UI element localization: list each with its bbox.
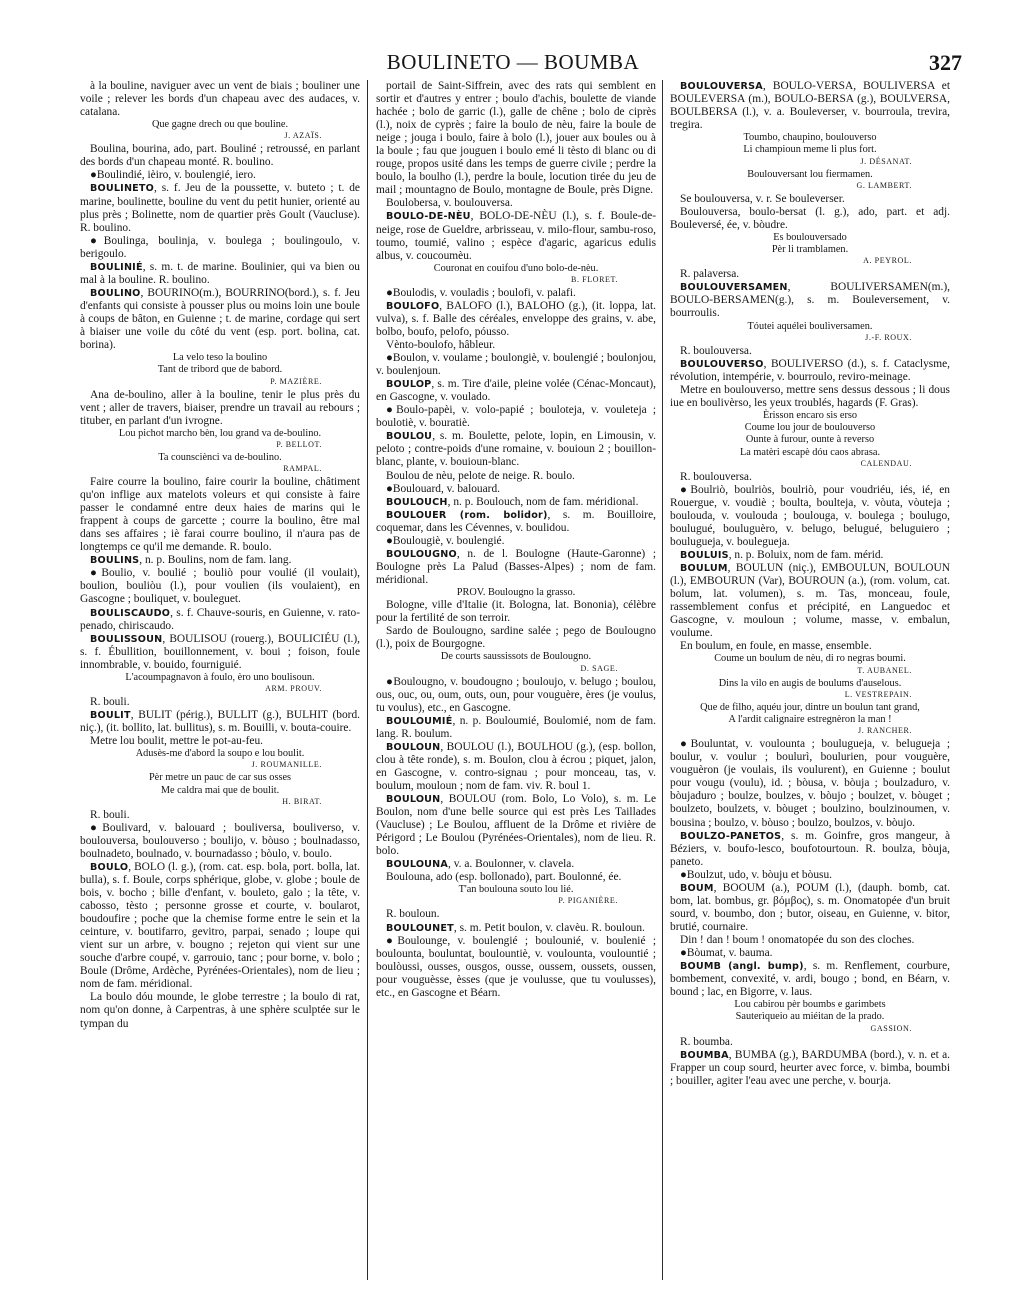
dictionary-entry: BOULOUN, BOULOU (rom. Bolo, Lo Volo), s. m. Le Boulon, nom d'une belle source qui est près Les Taillades (Vaucluse) ; Le Boulou, affluent de la Drôme et rivière de Périgord ; Le Boulou (Pyrénées-Orientales), nom de lieu. R. bolo. xyxy=(376,792,656,858)
quote-author: H. BIRAT. xyxy=(282,796,322,806)
dictionary-entry: à la bouline, naviguer avec un vent de biais ; bouliner une voile ; relever les bords d'un chapeau avec des audaces, v. catalana. xyxy=(80,80,360,119)
dictionary-entry: ●Boulivard, v. balouard ; bouliversa, bouliverso, v. boulouversa, boulouverso ; boulijo, v. bòuso ; boulnadasso, boulnadeto, boulnado, v. bournadasso ; bòulo, v. boulo. xyxy=(80,821,360,860)
quote-author: J. AZAÏS. xyxy=(284,131,322,141)
verse-quote xyxy=(80,452,360,464)
headword: BOULOFO xyxy=(386,300,440,312)
dictionary-entry: Ana de-boulino, aller à la bouline, tenir le plus près du vent ; aller de travers, biaiser, prendre un travail au rebours ; tituber, en parlant d'un ivrogne. xyxy=(80,388,360,427)
headword: BOULOUER (rom. bolidor) xyxy=(386,509,548,521)
quote-author: CALENDAU. xyxy=(860,458,912,468)
dictionary-entry: R. boulouversa. xyxy=(680,470,752,483)
running-title: BOULINETO — BOUMBA xyxy=(386,50,640,74)
verse-quote xyxy=(670,653,950,665)
dictionary-entry: BOULOUNA, v. a. Boulonner, v. clavela. xyxy=(386,858,575,871)
column-left xyxy=(80,80,360,1295)
verse-line: Èrisson encaro sis erso xyxy=(762,409,858,421)
verse-line: Ta counsciènci va de-boulino. xyxy=(158,451,282,463)
verse-line: Sauterìqueio au miéitan de la prado. xyxy=(735,1011,885,1023)
headword: BOULOUCH xyxy=(386,496,448,508)
dictionary-entry: BOULIT, BULIT (périg.), BULLIT (g.), BULHIT (bord. niç.), (it. bollito, lat. bullitus), s. m. Bouilli, v. bouta-couire. xyxy=(80,709,360,735)
headword: BOULZO-PANETOS xyxy=(680,830,782,842)
dictionary-entry: BOULISSOUN, BOULISOU (rouerg.), BOULICIÉU (l.), s. f. Ébullition, bouillonnement, v. boui ; foison, foule innombrable, v. bouido, fourniguié. xyxy=(80,632,360,671)
verse-line: A l'ardit calignaire estregnèron la man ! xyxy=(728,714,892,726)
headword: BOULOUGNO xyxy=(386,548,457,560)
verse-line: Dins la vilo en augis de boulums d'auselous. xyxy=(718,677,902,689)
dictionary-entry: Boulobersa, v. boulouversa. xyxy=(386,197,513,210)
verse-quote xyxy=(670,999,950,1023)
dictionary-entry: Boulou de nèu, pelote de neige. R. boulo. xyxy=(386,469,575,482)
verse-line: Couronat en couifou d'uno bolo-de-nèu. xyxy=(433,262,599,274)
verse-line: Adusès-me d'abord la soupo e lou boulit. xyxy=(135,748,305,760)
dictionary-entry: BOULOU, s. m. Boulette, pelote, lopin, en Limousin, v. peloto ; contre-poids d'une romaine, v. bouioun 2 ; bouillon-blanc, plante, v. bouioun-blanc. xyxy=(376,430,656,469)
dictionary-entry: R. palaversa. xyxy=(680,268,740,281)
headword: BOUMB (angl. bump) xyxy=(680,961,804,973)
quote-author: J. ROUMANILLE. xyxy=(251,760,322,770)
dictionary-entry: BOULOUMIÉ, n. p. Bouloumié, Boulomié, nom de fam. lang. R. boulum. xyxy=(376,714,656,740)
column-divider-left xyxy=(367,80,368,1280)
verse-line: Pèr metre un pauc de car sus osses xyxy=(148,772,292,784)
dictionary-entry: ●Boulindié, ièiro, v. boulengié, iero. xyxy=(90,169,256,182)
quote-author: RAMPAL. xyxy=(283,464,322,474)
verse-quote xyxy=(80,672,360,684)
verse-line: La matèri escapè dóu caos abrasa. xyxy=(739,446,881,458)
headword: BOULO xyxy=(90,861,129,873)
headword: BOULINS xyxy=(90,555,140,567)
dictionary-entry: ●Boulzut, udo, v. bòuju et bòusu. xyxy=(680,868,832,881)
dictionary-entry: R. boulouversa. xyxy=(680,344,752,357)
verse-quote xyxy=(670,702,950,726)
dictionary-entry: Vènto-boulofo, hâbleur. xyxy=(386,339,496,352)
verse-line: L'acoumpagnavon à foulo, èro uno boulisoun. xyxy=(125,671,315,683)
dictionary-entry: ●Boulougno, v. boudougno ; bouloujo, v. belugo ; boulou, ous, ouc, ou, oum, outs, oun, pour vouguère, ères (je voulus, tu voulus), etc., en Gascogne. xyxy=(376,675,656,714)
dictionary-entry: Metre en boulouverso, mettre sens dessus dessous ; li dous iue en boulivèrso, les yeux troublés, hagards (F. Gras). xyxy=(670,383,950,409)
dictionary-entry: Boulouna, ado (esp. bollonado), part. Boulonné, ée. xyxy=(386,871,622,884)
dictionary-entry: BOULO, BOLO (l. g.), (rom. cat. esp. bola, port. bolla, lat. bulla), s. f. Boule, corps sphérique, globe, v. globe ; boule de bois, v. bocho ; bille d'enfant, v. bouleto, galo ; la tête, v. cabosso, tèsto ; personne grosse et courte, v. boularot, boudoufire ; poche que la chemise forme entre le sein et la ceinture, v. boutifarro, gevitro, parpai, senado ; loupe qui vient sur un arbre, v. bougno ; rejeton qui vient sur une souche d'arbre coupé, v. garrouio, tanc ; pour borne, v. bolo ; Boule (Drôme, Ardèche, Pyrénées-Orientales), nom de lieu ; nom de fam. méridional. xyxy=(80,860,360,991)
verse-line: La velo teso la boulino xyxy=(172,352,268,364)
dictionary-entry: BOULINIÉ, s. m. t. de marine. Boulinier, qui va bien ou mal à la bouline. R. boulino. xyxy=(80,260,360,286)
dictionary-entry: BOULOUER (rom. bolidor), s. m. Bouilloire, coquemar, dans les Cévennes, v. boulidou. xyxy=(376,508,656,534)
quote-author: A. PEYROL. xyxy=(863,256,912,266)
headword: BOULOUN xyxy=(386,741,441,753)
dictionary-entry: BOULOFO, BALOFO (l.), BALOHO (g.), (it. loppa, lat. vulva), s. f. Balle des céréales, enveloppe des grains, v. abe, bolbo, boufo, pelofo, póusso. xyxy=(376,299,656,338)
verse-quote xyxy=(670,232,950,256)
headword: BOULOU xyxy=(386,431,433,443)
verse-line: Ounte à furour, ounte à reverso xyxy=(745,434,875,446)
dictionary-entry: BOUMB (angl. bump), s. m. Renflement, courbure, bombement, convexité, v. ardi, bougo ; bond, en Béarn, v. bound ; lac, en Bigorre, v. laus. xyxy=(670,960,950,999)
headword: BOULOUVERSA xyxy=(680,81,763,92)
verse-quote xyxy=(376,651,656,663)
dictionary-entry: BOUMBA, BUMBA (g.), BARDUMBA (bord.), v. n. et a. Frapper un coup sourd, heurter avec force, v. bimba, boumbi ; bouiller, agiter l'eau avec une perche, v. bourja. xyxy=(670,1048,950,1087)
column-middle xyxy=(376,80,656,1295)
dictionary-entry: ●Boulon, v. voulame ; boulongiè, v. boulengié ; boulonjou, v. boulenjoun. xyxy=(376,352,656,378)
dictionary-entry: BOULOUNET, s. m. Petit boulon, v. clavèu. R. bouloun. xyxy=(386,921,645,934)
dictionary-entry: ●Boulio, v. boulié ; bouliò pour voulié (il voulait), boulion, bouliòu (l.), pour voulien (ils voulaient), en Gascogne ; bouliquet, v. bouleguet. xyxy=(80,567,360,606)
page-header xyxy=(80,48,962,76)
quote-author: B. FLORET. xyxy=(571,274,618,284)
quote-author: T. AUBANEL. xyxy=(857,665,912,675)
verse-line: Que gagne drech ou que bouline. xyxy=(151,119,289,131)
dictionary-entry: BOULOUCH, n. p. Boulouch, nom de fam. méridional. xyxy=(386,495,639,508)
headword: BOULINIÉ xyxy=(90,261,143,273)
verse-line: PROV. Boulougno la grasso. xyxy=(456,586,576,598)
dictionary-entry: ●Boulodis, v. vouladis ; boulofi, v. palafi. xyxy=(386,286,576,299)
dictionary-entry: BOULO-DE-NÈU, BOLO-DE-NÈU (l.), s. f. Boule-de-neige, rose de Gueldre, arbrisseau, v. milo-flour, sambu-roso, toumo, toumié, valino ; espèce d'agaric, agaricus edulis albus, v. coucoumèu. xyxy=(376,210,656,262)
headword: BOULOUN xyxy=(386,793,441,805)
verse-line: T'an boulouna souto lou lié. xyxy=(458,884,574,896)
verse-line: Tant de tribord que de babord. xyxy=(157,364,283,376)
quote-author: L. VESTREPAIN. xyxy=(844,689,912,699)
verse-line: Lou pichot marcho bèn, lou grand va de-boulino. xyxy=(118,427,322,439)
dictionary-entry: BOULINETO, s. f. Jeu de la poussette, v. buteto ; t. de marine, boulinette, bouline du vent du petit hunier, orienté au plus près ; Bolinette, nom de quartier près Goult (Vaucluse). R. boulino. xyxy=(80,182,360,234)
dictionary-entry: portail de Saint-Siffrein, avec des rats qui semblent en sortir et d'autres y entrer ; boulo d'achis, boulette de viande hachée ; bolo de garric (l.), galle de chêne ; bolo de ciprès (l.), noix de cyprès ; faire la boulo de nèu, faire la boule de neige ; jouga i boulo, faire à bolo (l.), jouer aux boules ou à la boule ; fau que jouguen i boulo emé li tèsto di blanc ou di rouge, propos usité dans les temps de guerre civile ; perdre la boulo, la boulho (l.), perdre la boule, locution tirée du jeu de mail ; mountagno de Boulo, montagne de Boule, près Digne. xyxy=(376,80,656,197)
headword: BOULOP xyxy=(386,379,432,391)
column-right xyxy=(670,80,950,1295)
dictionary-entry: Bologne, ville d'Italie (it. Bologna, lat. Bononia), célèbre pour la fertilité de son terroir. xyxy=(376,599,656,625)
verse-line: Boulouversant lou fiermamen. xyxy=(747,168,873,180)
headword: BOUM xyxy=(680,882,714,894)
dictionary-entry: Metre lou boulit, mettre le pot-au-feu. xyxy=(90,735,264,748)
headword: BOULUM xyxy=(680,563,728,575)
quote-author: P. PIGANIÈRE. xyxy=(558,896,618,906)
headword: BOULOUNA xyxy=(386,859,449,871)
headword: BOULO-DE-NÈU xyxy=(386,211,471,223)
verse-line: De courts saussissots de Boulougno. xyxy=(440,651,592,663)
verse-quote xyxy=(80,352,360,376)
quote-author: J. DÉSANAT. xyxy=(860,156,912,166)
headword: BOULIT xyxy=(90,710,131,721)
dictionary-entry: BOULOUN, BOULOU (l.), BOULHOU (g.), (esp. bollon, clou à tête ronde), s. m. Boulon, clou à écrou ; piquet, jalon, en Gascogne, v. contro-signau ; pour monceau, tas, v. boulum, mouloun ; nom de fam. viv. R. boul 1. xyxy=(376,740,656,792)
quote-author: J.-F. ROUX. xyxy=(865,332,912,342)
dictionary-entry: BOULOP, s. m. Tire d'aile, pleine volée (Cénac-Moncaut), en Gascogne, v. voulado. xyxy=(376,378,656,404)
quote-author: D. SAGE. xyxy=(580,663,618,673)
verse-line: Lou cabirou pèr boumbs e garimbets xyxy=(734,999,886,1011)
verse-quote xyxy=(376,263,656,275)
verse-line: Li champioun meme li plus fort. xyxy=(743,144,877,156)
headword: BOULISCAUDO xyxy=(90,607,171,619)
dictionary-entry: ●Boulounge, v. boulengié ; boulounié, v. boulenié ; boulounta, bouluntat, boulountiè, v. voulounta, voulountié ; boulòussi, ousses, ousgos, ousse, oussem, oussets, oussen, pour vouguèsse, èsses (que je voulusse, que tu voulusses), etc., en Gascogne et Béarn. xyxy=(376,934,656,999)
dictionary-entry: R. bouli. xyxy=(90,695,130,708)
headword: BOULOUVERSAMEN xyxy=(680,282,788,294)
dictionary-entry: BOUM, BOOUM (a.), POUM (l.), (dauph. bomb, cat. bom, lat. bombus, gr. βόμβος), s. m. Onomatopée d'un bruit sourd, v. boumbo, don ; butor, oiseau, en Guienne, v. bitor, brutié, cournaire. xyxy=(670,881,950,933)
quote-author: P. MAZIÈRE. xyxy=(270,376,322,386)
headword: BOULINETO xyxy=(90,183,155,195)
dictionary-entry: ●Bòumat, v. bauma. xyxy=(680,947,773,959)
dictionary-entry: Se boulouversa, v. r. Se bouleverser. xyxy=(680,192,845,205)
dictionary-entry: R. bouloun. xyxy=(386,908,440,921)
dictionary-entry: Boulina, bourina, ado, part. Bouliné ; retroussé, en parlant des bords d'un chapeau monté. R. boulino. xyxy=(80,143,360,169)
dictionary-entry: Sardo de Boulougno, sardine salée ; pego de Boulougno (l.), poix de Bourgogne. xyxy=(376,625,656,651)
headword: BOUMBA xyxy=(680,1049,729,1061)
dictionary-entry: BOULOUVERSO, BOULIVERSO (d.), s. f. Cataclysme, révolution, intempérie, v. bourroulo, reviro-meinage. xyxy=(670,357,950,383)
headword: BOULINO xyxy=(90,287,141,299)
quote-author: G. LAMBERT. xyxy=(856,180,912,190)
verse-quote xyxy=(670,321,950,333)
dictionary-entry: Din ! dan ! boum ! onomatopée du son des cloches. xyxy=(680,933,915,946)
headword: BOULISSOUN xyxy=(90,633,163,645)
dictionary-entry: ●Boulriò, boulriòs, boulriò, pour voudriéu, iés, ié, en Rouergue, v. voudiè ; boulta, boulteja, v. vòuta, vòuteja ; boulouda, v. voulouda ; boulouga, v. boulega ; boulugo, boulugué, bouluguèro, v. belugo, belugué, beluguiero ; boulugueja, v. boulegueja. xyxy=(670,483,950,549)
verse-quote xyxy=(670,678,950,690)
dictionary-entry: BOULISCAUDO, s. f. Chauve-souris, en Guienne, v. rato-penado, chiriscaudo. xyxy=(80,606,360,632)
headword: BOULOUNET xyxy=(386,922,454,934)
page-number: 327 xyxy=(929,50,962,75)
headword: BOULOUMIÉ xyxy=(386,715,453,727)
dictionary-entry: En boulum, en foule, en masse, ensemble. xyxy=(680,640,872,653)
verse-quote xyxy=(670,410,950,459)
dictionary-entry: BOULINO, BOURINO(m.), BOURRINO(bord.), s. f. Jeu d'enfants qui consiste à pousser plus ou moins loin une boule à coups de bâton, en Guienne ; t. de marine, cordage qui sert à biaiser une voile du côté du vent (esp. port. bolina, cat. borina). xyxy=(80,286,360,352)
verse-line: Pèr li tramblamen. xyxy=(771,244,849,256)
verse-quote xyxy=(80,428,360,440)
quote-author: GASSION. xyxy=(870,1023,912,1033)
dictionary-entry: R. bouli. xyxy=(90,808,130,821)
headword: BOULOUVERSO xyxy=(680,358,764,370)
dictionary-entry: Boulouversa, boulo-bersat (l. g.), ado, part. et adj. Bouleversé, ée, v. bòudre. xyxy=(670,205,950,231)
dictionary-entry: Faire courre la boulino, faire courir la bouline, châtiment qu'on inflige aux matelots voleurs et qui consiste à faire passer le condamné entre deux haies de marins qui le frappent à coups de garcette ; courre la boulino, être mal dans ses affaires ; iè farai courre boulino, il n'aura pas de longtemps ce qu'il me demande. R. boulo. xyxy=(80,476,360,554)
dictionary-entry: BOULZO-PANETOS, s. m. Goinfre, gros mangeur, à Béziers, v. boufo-lesco, boufotourtoun. R. boulza, bòuja, paneto. xyxy=(670,829,950,868)
verse-quote xyxy=(80,748,360,760)
dictionary-entry: ●Boulo-papèi, v. volo-papié ; bouloteja, v. vouleteja ; boulotiè, v. bouratiè. xyxy=(376,404,656,430)
quote-author: P. BELLOT. xyxy=(276,439,322,449)
dictionary-entry: BOULINS, n. p. Boulins, nom de fam. lang. xyxy=(90,554,292,567)
verse-line: Que de filho, aquéu jour, dintre un boulun tant grand, xyxy=(700,701,920,713)
verse-line: Es boulouversado xyxy=(773,231,847,243)
verse-quote xyxy=(670,169,950,181)
dictionary-entry: BOULUIS, n. p. Boluix, nom de fam. mérid. xyxy=(680,549,884,562)
text-columns xyxy=(80,80,952,1295)
dictionary-entry: ●Boulougiè, v. boulengié. xyxy=(386,534,505,547)
verse-line: Coume un boulum de nèu, di ro negras boumi. xyxy=(714,653,906,665)
quote-author: ARM. PROUV. xyxy=(265,683,322,693)
quote-author: J. RANCHER. xyxy=(858,726,912,736)
dictionary-entry: ●Boulinga, boulinja, v. boulega ; boulingoulo, v. berigoulo. xyxy=(80,234,360,260)
dictionary-entry: ●Boulouard, v. balouard. xyxy=(386,482,501,495)
dictionary-entry: ●Bouluntat, v. voulounta ; boulugueja, v. belugueja ; boulur, v. voulur ; boulurì, boulurien, pour vouguère, vouguèron (je voulais, ils voulurent), en Guienne ; boulut pour vougu (voulu), id. ; bòusa, v. bòuja ; boulzaduro, v. bòujaduro ; boulze, boulzes, v. bòujo ; boulzet, v. bòuget ; boulzeto, boulzets, v. bòuget ; boulzino, boulzinoumen, v. bousina ; boulzo, v. bòuso ; boulzo, boulzos, v. bòujo. xyxy=(670,738,950,829)
dictionary-entry: BOULOUVERSA, BOULO-VERSA, BOULIVERSA et BOULEVERSA (m.), BOULO-BERSA (g.), BOULVERSA, BOULBERSA (l.), v. a. Bouleverser, v. bourroula, trevira, tregira. xyxy=(670,80,950,132)
verse-quote xyxy=(376,884,656,896)
dictionary-entry: La boulo dóu mounde, le globe terrestre ; la boulo di rat, nom qu'on donne, à Carpentras, à une sphère sculptée sur le tympan du xyxy=(80,991,360,1030)
verse-line: Toumbo, chaupino, boulouverso xyxy=(743,132,877,144)
verse-quote xyxy=(80,772,360,796)
dictionary-entry: BOULOUVERSAMEN, BOULIVERSAMEN(m.), BOULO-BERSAMEN(g.), s. m. Bouleversement, v. bourroulis. xyxy=(670,281,950,320)
verse-quote xyxy=(80,119,360,131)
column-divider-right xyxy=(662,80,663,1280)
dictionary-entry: BOULOUGNO, n. de l. Boulogne (Haute-Garonne) ; Boulogne près La Palud (Basses-Alpes) ; nom de fam. méridional. xyxy=(376,547,656,586)
verse-line: Coume lou jour de boulouverso xyxy=(744,422,876,434)
verse-line: Tóutei aquélei bouliversamen. xyxy=(747,320,873,332)
dictionary-entry: R. boumba. xyxy=(680,1035,733,1048)
verse-line: Me caldra mai que de boulit. xyxy=(160,784,280,796)
headword: BOULUIS xyxy=(680,550,729,562)
verse-quote xyxy=(670,132,950,156)
verse-quote xyxy=(376,587,656,599)
dictionary-entry: BOULUM, BOULUN (niç.), EMBOULUN, BOULOUN (l.), EMBOURUN (Var), BOUROUN (a.), (rom. volum, cat. bolum, lat. volumen), s. m. Tas, monceau, foule, rassemblement confus et précipité, en Languedoc et Gascogne, v. mouloun ; volume, masse, v. embalun, voulume. xyxy=(670,562,950,640)
